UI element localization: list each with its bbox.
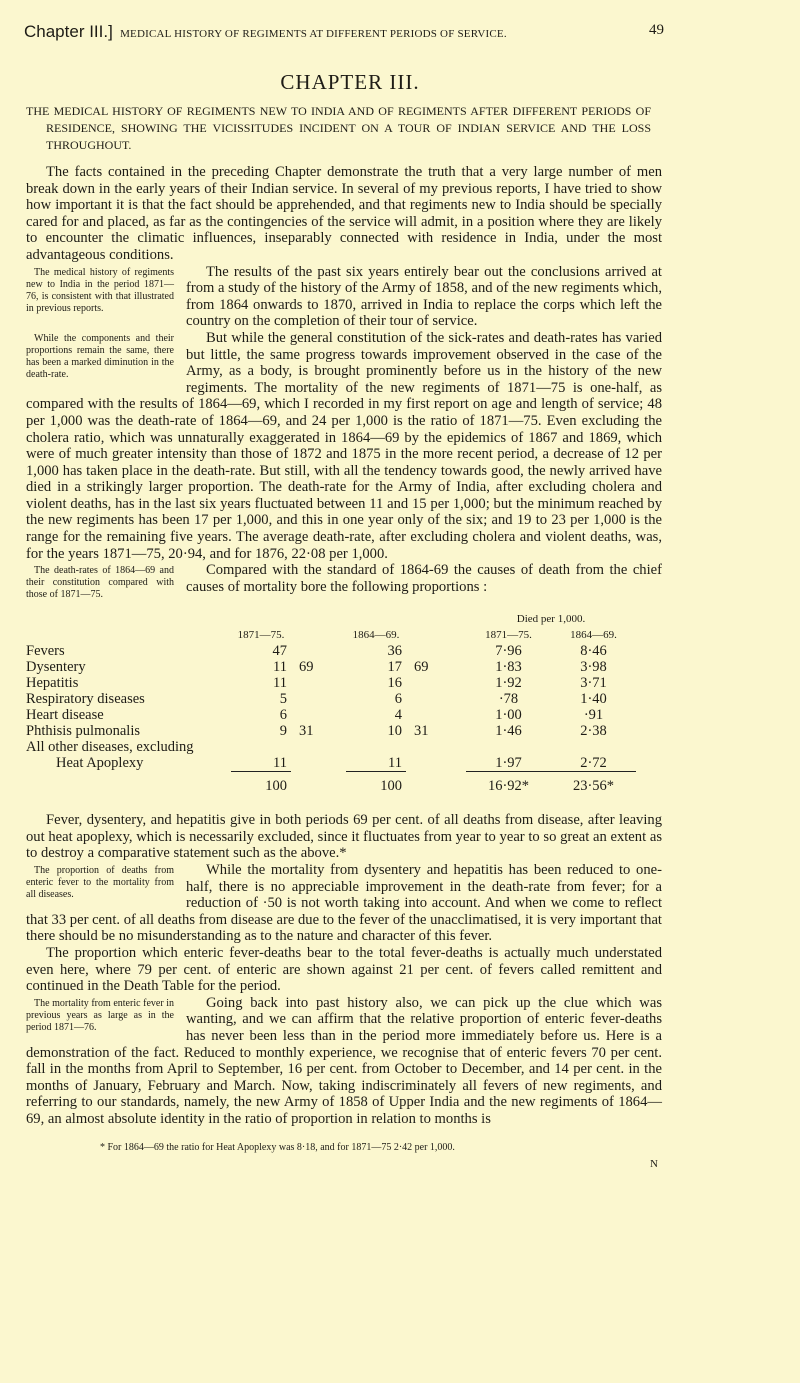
sidenote: The mortality from enteric fever in previous years as large as in the period 1871—76.: [26, 997, 174, 1033]
group-total: [406, 643, 466, 659]
table-row: [26, 675, 636, 691]
sidenote: The medical history of regiments new to India in the period 1871—76, is consistent with that illustrated in previous reports.: [26, 266, 174, 314]
cause-label: Respiratory diseases: [26, 691, 145, 708]
proportion-1871: 11: [273, 675, 287, 692]
column-header: 1864—69.: [570, 629, 617, 642]
rate-1864: 3·98: [580, 659, 607, 676]
proportion-1871: 6: [279, 707, 287, 724]
paragraph: The proportion which enteric fever-deaths bear to the total fever-deaths is actually much understated even here, where 79 per cent. of enteric are shown against 21 per cent. of fevers called remittent and continued in the Death Table for the period.: [26, 945, 662, 995]
mortality-table: [26, 611, 636, 794]
rate-1864: [551, 739, 636, 755]
footnote: * For 1864—69 the ratio for Heat Apoplexy was 8·18, and for 1871—75 2·42 per 1,000.: [100, 1141, 455, 1153]
proportion-1864: 11: [388, 755, 402, 772]
table-row: [26, 723, 636, 739]
table-row: [26, 659, 636, 675]
proportion-1864: 17: [387, 659, 402, 676]
body-text-bottom: [26, 812, 662, 1127]
proportion-1864: [346, 739, 406, 755]
running-head-chapter: Chapter III.]: [24, 22, 113, 41]
cause-label: Heart disease: [26, 707, 104, 724]
rate-1864: 2·72: [580, 755, 607, 772]
cause-label: Heat Apoplexy: [56, 755, 144, 772]
group-total: [291, 643, 346, 659]
rate-1864: 2·38: [580, 723, 607, 740]
rate-1864: 3·71: [580, 675, 607, 692]
body-text-top: [26, 164, 662, 603]
page-number: 49: [649, 22, 664, 38]
rate-1871: 1·46: [495, 723, 522, 740]
rate-1864: 8·46: [580, 643, 607, 660]
total: 23·56*: [551, 772, 636, 795]
proportion-1871: [231, 739, 291, 755]
proportion-1871: 11: [273, 659, 287, 676]
rate-1871: 1·97: [495, 755, 522, 772]
paragraph: [26, 995, 662, 1128]
proportion-1871: 11: [273, 755, 287, 772]
proportion-1864: 10: [387, 723, 402, 740]
paragraph: [26, 264, 662, 330]
rate-1871: [466, 739, 551, 755]
cause-label: All other diseases, excluding: [26, 739, 194, 756]
paragraph-text: Going back into past history also, we can pick up the clue which was wanting, and we can affirm that the relative proportion of enteric fever-deaths has never been less than in the period more immediately before us. Here is a demonstration of the fact. Reduced to monthly experience, we recognise that of enteric fevers 70 per cent. fall in the months from April to September, 16 per cent. from October to December, and 14 per cent. in the months of January, February and March. Now, taking indiscriminately all fevers of new regiments, and referring to our standards, namely, the new Army of 1858 of Upper India and the new regiments of 1864—69, an almost absolute identity in the ratio of proportion in relation to months is: [26, 994, 662, 1127]
paragraph: [26, 862, 662, 945]
sidenote: While the components and their proportions remain the same, there has been a marked diminution in the death-rate.: [26, 332, 174, 380]
rate-1864: 1·40: [580, 691, 607, 708]
paragraph: [26, 330, 662, 562]
proportion-1871: 9: [279, 723, 287, 740]
rate-1871: 7·96: [495, 643, 522, 660]
chapter-subtitle: THE MEDICAL HISTORY OF REGIMENTS NEW TO INDIA AND OF REGIMENTS AFTER DIFFERENT PERIODS OF RESIDENCE, SHOWING THE VICISSITUDES INCIDENT ON A TOUR OF INDIAN SERVICE AND THE LOSS THROUGHOUT.: [26, 104, 651, 152]
totals-row: [26, 772, 636, 795]
group-total: 31: [414, 723, 429, 740]
total: 100: [231, 772, 291, 795]
paragraph-text: But while the general constitution of the sick-rates and death-rates has varied but little, the same progress towards improvement observed in the case of the Army, as a body, is brought prominently before us in the history of the new regiments. The mortality of the new regiments of 1871—75 is one-half, as compared with the results of 1864—69, which I recorded in my first report on age and length of service; 48 per 1,000 was the death-rate of 1864—69, and 24 per 1,000 is the ratio of 1871—75. Even excluding the cholera ratio, which was unnaturally exaggerated in 1864—69 by the epidemics of 1867 and 1869, which were of much greater intensity than those of 1872 and 1875 in the more recent period, a decrease of 12 per 1,000 has taken place in the death-rate. But still, with all the tendency towards good, the newly arrived have died in a strikingly larger proportion. The death-rate for the Army of India, after excluding cholera and violent deaths, has in the last six years fluctuated between 11 and 15 per 1,000; but the minimum reached by the new regiments has been 17 per 1,000, and this in one year only of the six; and 19 to 23 per 1,000 is the range for the remaining five years. The average death-rate, after excluding cholera and violent deaths, was, for the years 1871—75, 20·94, and for 1876, 22·08 per 1,000.: [26, 329, 662, 562]
table-row: [26, 755, 636, 772]
proportion-1864: 16: [387, 675, 402, 692]
group-header: Died per 1,000.: [516, 613, 586, 626]
proportion-1871: 5: [279, 691, 287, 708]
total: 16·92*: [466, 772, 551, 795]
group-total: [291, 739, 346, 755]
rate-1871: 1·83: [495, 659, 522, 676]
paragraph-text: The results of the past six years entirely bear out the conclusions arrived at from a study of the history of the Army of 1858, and of the new regiments which, from 1864 onwards to 1870, arrived in India to replace the corps which left the country on the completion of their tour of service.: [186, 263, 662, 330]
paragraph: The facts contained in the preceding Chapter demonstrate the truth that a very large number of men break down in the early years of their Indian service. In several of my previous reports, I have tried to show how important it is that the fact should be apprehended, and that regiments new to India should be specially cared for and placed, as far as the contingencies of the service will admit, in a position where they are likely to encounter the climatic influences, inseparably connected with residence in India, under the most advantageous conditions.: [26, 164, 662, 263]
rate-1871: 1·00: [495, 707, 522, 724]
sidenote: The death-rates of 1864—69 and their constitution compared with those of 1871—75.: [26, 565, 174, 601]
column-header: 1871—75.: [485, 629, 532, 642]
table-row: [26, 643, 636, 659]
cause-label: Fevers: [26, 643, 65, 660]
proportion-1864: 6: [394, 691, 402, 708]
rate-1871: 1·92: [495, 675, 522, 692]
table-row: [26, 691, 636, 707]
group-total: [406, 675, 466, 691]
chapter-title: CHAPTER III.: [280, 70, 420, 94]
group-total: [406, 739, 466, 755]
table-row: [26, 739, 636, 755]
group-total: [291, 675, 346, 691]
group-total: 31: [299, 723, 314, 740]
cause-label: Phthisis pulmonalis: [26, 723, 141, 740]
running-head: [24, 22, 664, 42]
group-total: [406, 755, 466, 772]
sidenote: The proportion of deaths from enteric fever to the mortality from all diseases.: [26, 865, 174, 901]
paragraph-text: While the mortality from dysentery and hepatitis has been reduced to one-half, there is no appreciable improvement in the death-rate from fever; for a reduction of ·50 is not worth taking into account. And when we come to reflect that 33 per cent. of all deaths from disease are due to the fever of the unacclimatised, it is very important that there should be no misunderstanding as to the nature and character of this fever.: [26, 862, 662, 945]
group-total: 69: [299, 659, 314, 676]
paragraph-text: Compared with the standard of 1864-69 the causes of death from the chief causes of mortality bore the following proportions :: [186, 562, 662, 595]
column-header: 1864—69.: [352, 629, 400, 642]
table-row: [26, 707, 636, 723]
signature-mark: N: [650, 1157, 658, 1170]
proportion-1871: 47: [272, 643, 287, 660]
proportion-1864: 36: [387, 643, 402, 660]
rate-1871: ·78: [498, 691, 519, 708]
group-total: [291, 691, 346, 707]
rate-1864: ·91: [583, 707, 604, 724]
group-total: [291, 707, 346, 723]
column-header: 1871—75.: [237, 629, 285, 642]
total: 100: [346, 772, 406, 795]
running-head-title: MEDICAL HISTORY OF REGIMENTS AT DIFFERENT PERIODS OF SERVICE.: [120, 28, 507, 40]
paragraph: [26, 562, 662, 601]
cause-label: Dysentery: [26, 659, 86, 676]
proportion-1864: 4: [394, 707, 402, 724]
group-total: [406, 691, 466, 707]
group-total: [406, 707, 466, 723]
group-total: [291, 755, 346, 772]
paragraph: Fever, dysentery, and hepatitis give in both periods 69 per cent. of all deaths from disease, after leaving out heat apoplexy, which is necessarily excluded, since it fluctuates from year to year to so great an extent as to destroy a comparative statement such as the above.*: [26, 812, 662, 862]
cause-label: Hepatitis: [26, 675, 79, 692]
group-total: 69: [414, 659, 429, 676]
